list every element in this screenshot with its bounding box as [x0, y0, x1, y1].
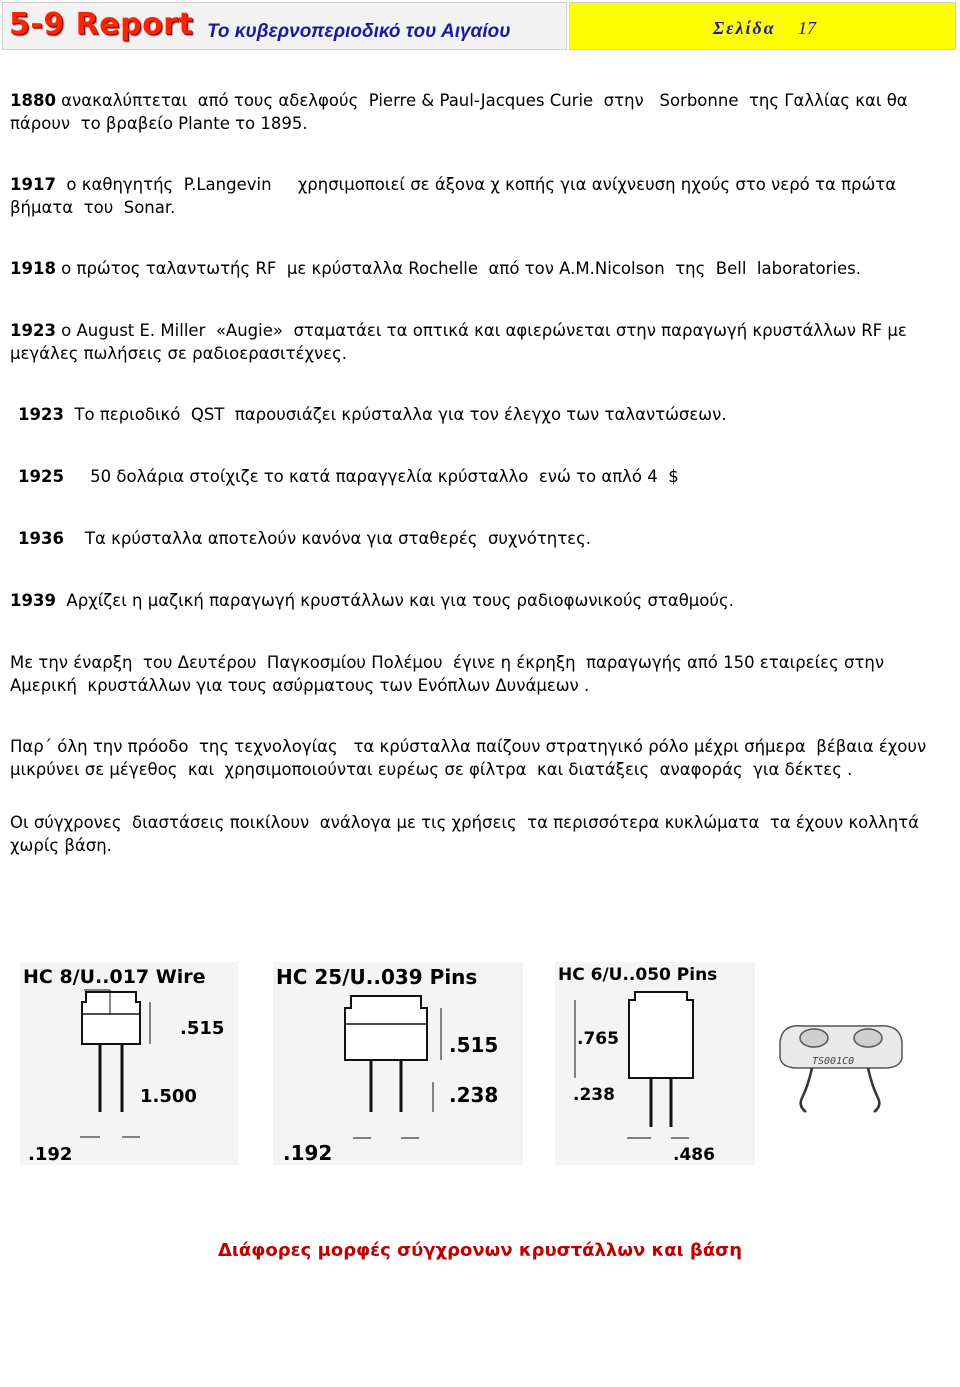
header-subtitle: Το κυβερνοπεριοδικό του Αιγαίου	[207, 21, 511, 42]
year-label: 1939	[10, 591, 56, 610]
year-label: 1936	[18, 529, 64, 548]
brand-logo-text: 5-9 Report	[9, 7, 194, 42]
paragraph-text: ανακαλύπτεται από τους αδελφούς Pierre & Paul-Jacques Curie στην Sorbonne της Γαλλίας και θα πάρουν το βραβείο Plante το 1895.	[10, 91, 913, 133]
figure-title: HC 6/U..050 Pins	[558, 965, 718, 985]
figure-hc6u	[555, 962, 755, 1165]
paragraph-progress: Παρ΄ όλη την πρόοδο της τεχνολογίας τα κρύσταλλα παίζουν στρατηγικό ρόλο μέχρι σήμερα βέβαια έχουν μικρύνει σε μέγεθος και χρησιμοποιούνται ευρέως σε φίλτρα και διατάξεις αναφοράς για δέκτες .	[10, 737, 932, 779]
dimension-label: .515	[180, 1018, 225, 1039]
paragraph-1923-qst	[10, 403, 950, 426]
figure-caption: Διάφορες μορφές σύγχρονων κρυστάλλων και βάση	[217, 1240, 743, 1261]
year-label: 1923	[10, 321, 56, 340]
figure-title: HC 8/U..017 Wire	[23, 966, 206, 988]
socket-marking: TS001C0	[812, 1056, 855, 1067]
crystal-socket-icon	[772, 1002, 908, 1126]
year-label: 1923	[18, 405, 64, 424]
header-title-box	[2, 2, 567, 50]
dimension-label: .765	[577, 1029, 619, 1049]
figure-title: HC 25/U..039 Pins	[276, 965, 478, 989]
header-page-box	[569, 2, 956, 50]
paragraph-1923-miller	[10, 319, 950, 365]
dimension-label: .486	[673, 1145, 715, 1165]
figure-crystal-socket	[772, 1002, 908, 1126]
page-header	[2, 2, 956, 50]
paragraph-1880	[10, 89, 950, 135]
paragraph-1925	[10, 465, 950, 488]
crystal-figures	[0, 962, 960, 1167]
paragraph-text: Το περιοδικό QST παρουσιάζει κρύσταλλα για τον έλεγχο των ταλαντώσεων.	[63, 405, 727, 424]
dimension-label: .192	[28, 1144, 73, 1165]
paragraph-modern: Οι σύγχρονες διαστάσεις ποικίλουν ανάλογα με τις χρήσεις τα περισσότερα κυκλώματα τα έχουν κολλητά χωρίς βάση.	[10, 813, 930, 855]
crystal-diagram-icon	[20, 962, 238, 1165]
year-label: 1917	[10, 175, 56, 194]
page-number: 17	[798, 18, 816, 38]
paragraph-text: Αρχίζει η μαζική παραγωγή κρυστάλλων και για τους ραδιοφωνικούς σταθμούς.	[55, 591, 734, 610]
crystal-diagram-icon	[273, 962, 523, 1165]
paragraph-text: ο August E. Miller «Augie» σταματάει τα οπτικά και αφιερώνεται στην παραγωγή κρυστάλλων RF με μεγάλες πωλήσεις σε ραδιοερασιτέχνες.	[10, 321, 913, 363]
figure-hc8u	[20, 962, 238, 1165]
dimension-label: 1.500	[140, 1086, 197, 1107]
dimension-label: .515	[449, 1033, 499, 1057]
dimension-label: .238	[449, 1083, 499, 1107]
paragraph-1917	[10, 173, 950, 219]
year-label: 1918	[10, 259, 56, 278]
paragraph-1918	[10, 257, 950, 280]
paragraph-1939	[10, 589, 950, 612]
paragraph-text: 50 δολάρια στοίχιζε το κατά παραγγελία κρύσταλλο ενώ το απλό 4 $	[63, 467, 679, 486]
year-label: 1880	[10, 91, 56, 110]
paragraph-text: ο καθηγητής P.Langevin χρησιμοποιεί σε άξονα χ κοπής για ανίχνευση ηχούς στο νερό τα πρώτα βήματα του Sonar.	[10, 175, 902, 217]
paragraph-text: Τα κρύσταλλα αποτελούν κανόνα για σταθερές συχνότητες.	[63, 529, 591, 548]
crystal-diagram-icon	[555, 962, 755, 1165]
page-label: Σελίδα	[713, 18, 776, 38]
dimension-label: .238	[573, 1085, 615, 1105]
figure-hc25u	[273, 962, 523, 1165]
paragraph-1936	[10, 527, 950, 550]
paragraph-ww2: Με την έναρξη του Δευτέρου Παγκοσμίου Πολέμου έγινε η έκρηξη παραγωγής από 150 εταιρείες στην Αμερική κρυστάλλων για τους ασύρματους των Ενόπλων Δυνάμεων .	[10, 653, 890, 695]
year-label: 1925	[18, 467, 64, 486]
paragraph-text: ο πρώτος ταλαντωτής RF με κρύσταλλα Rochelle από τον A.M.Nicolson της Bell laboratories.	[55, 259, 861, 278]
dimension-label: .192	[283, 1141, 333, 1165]
